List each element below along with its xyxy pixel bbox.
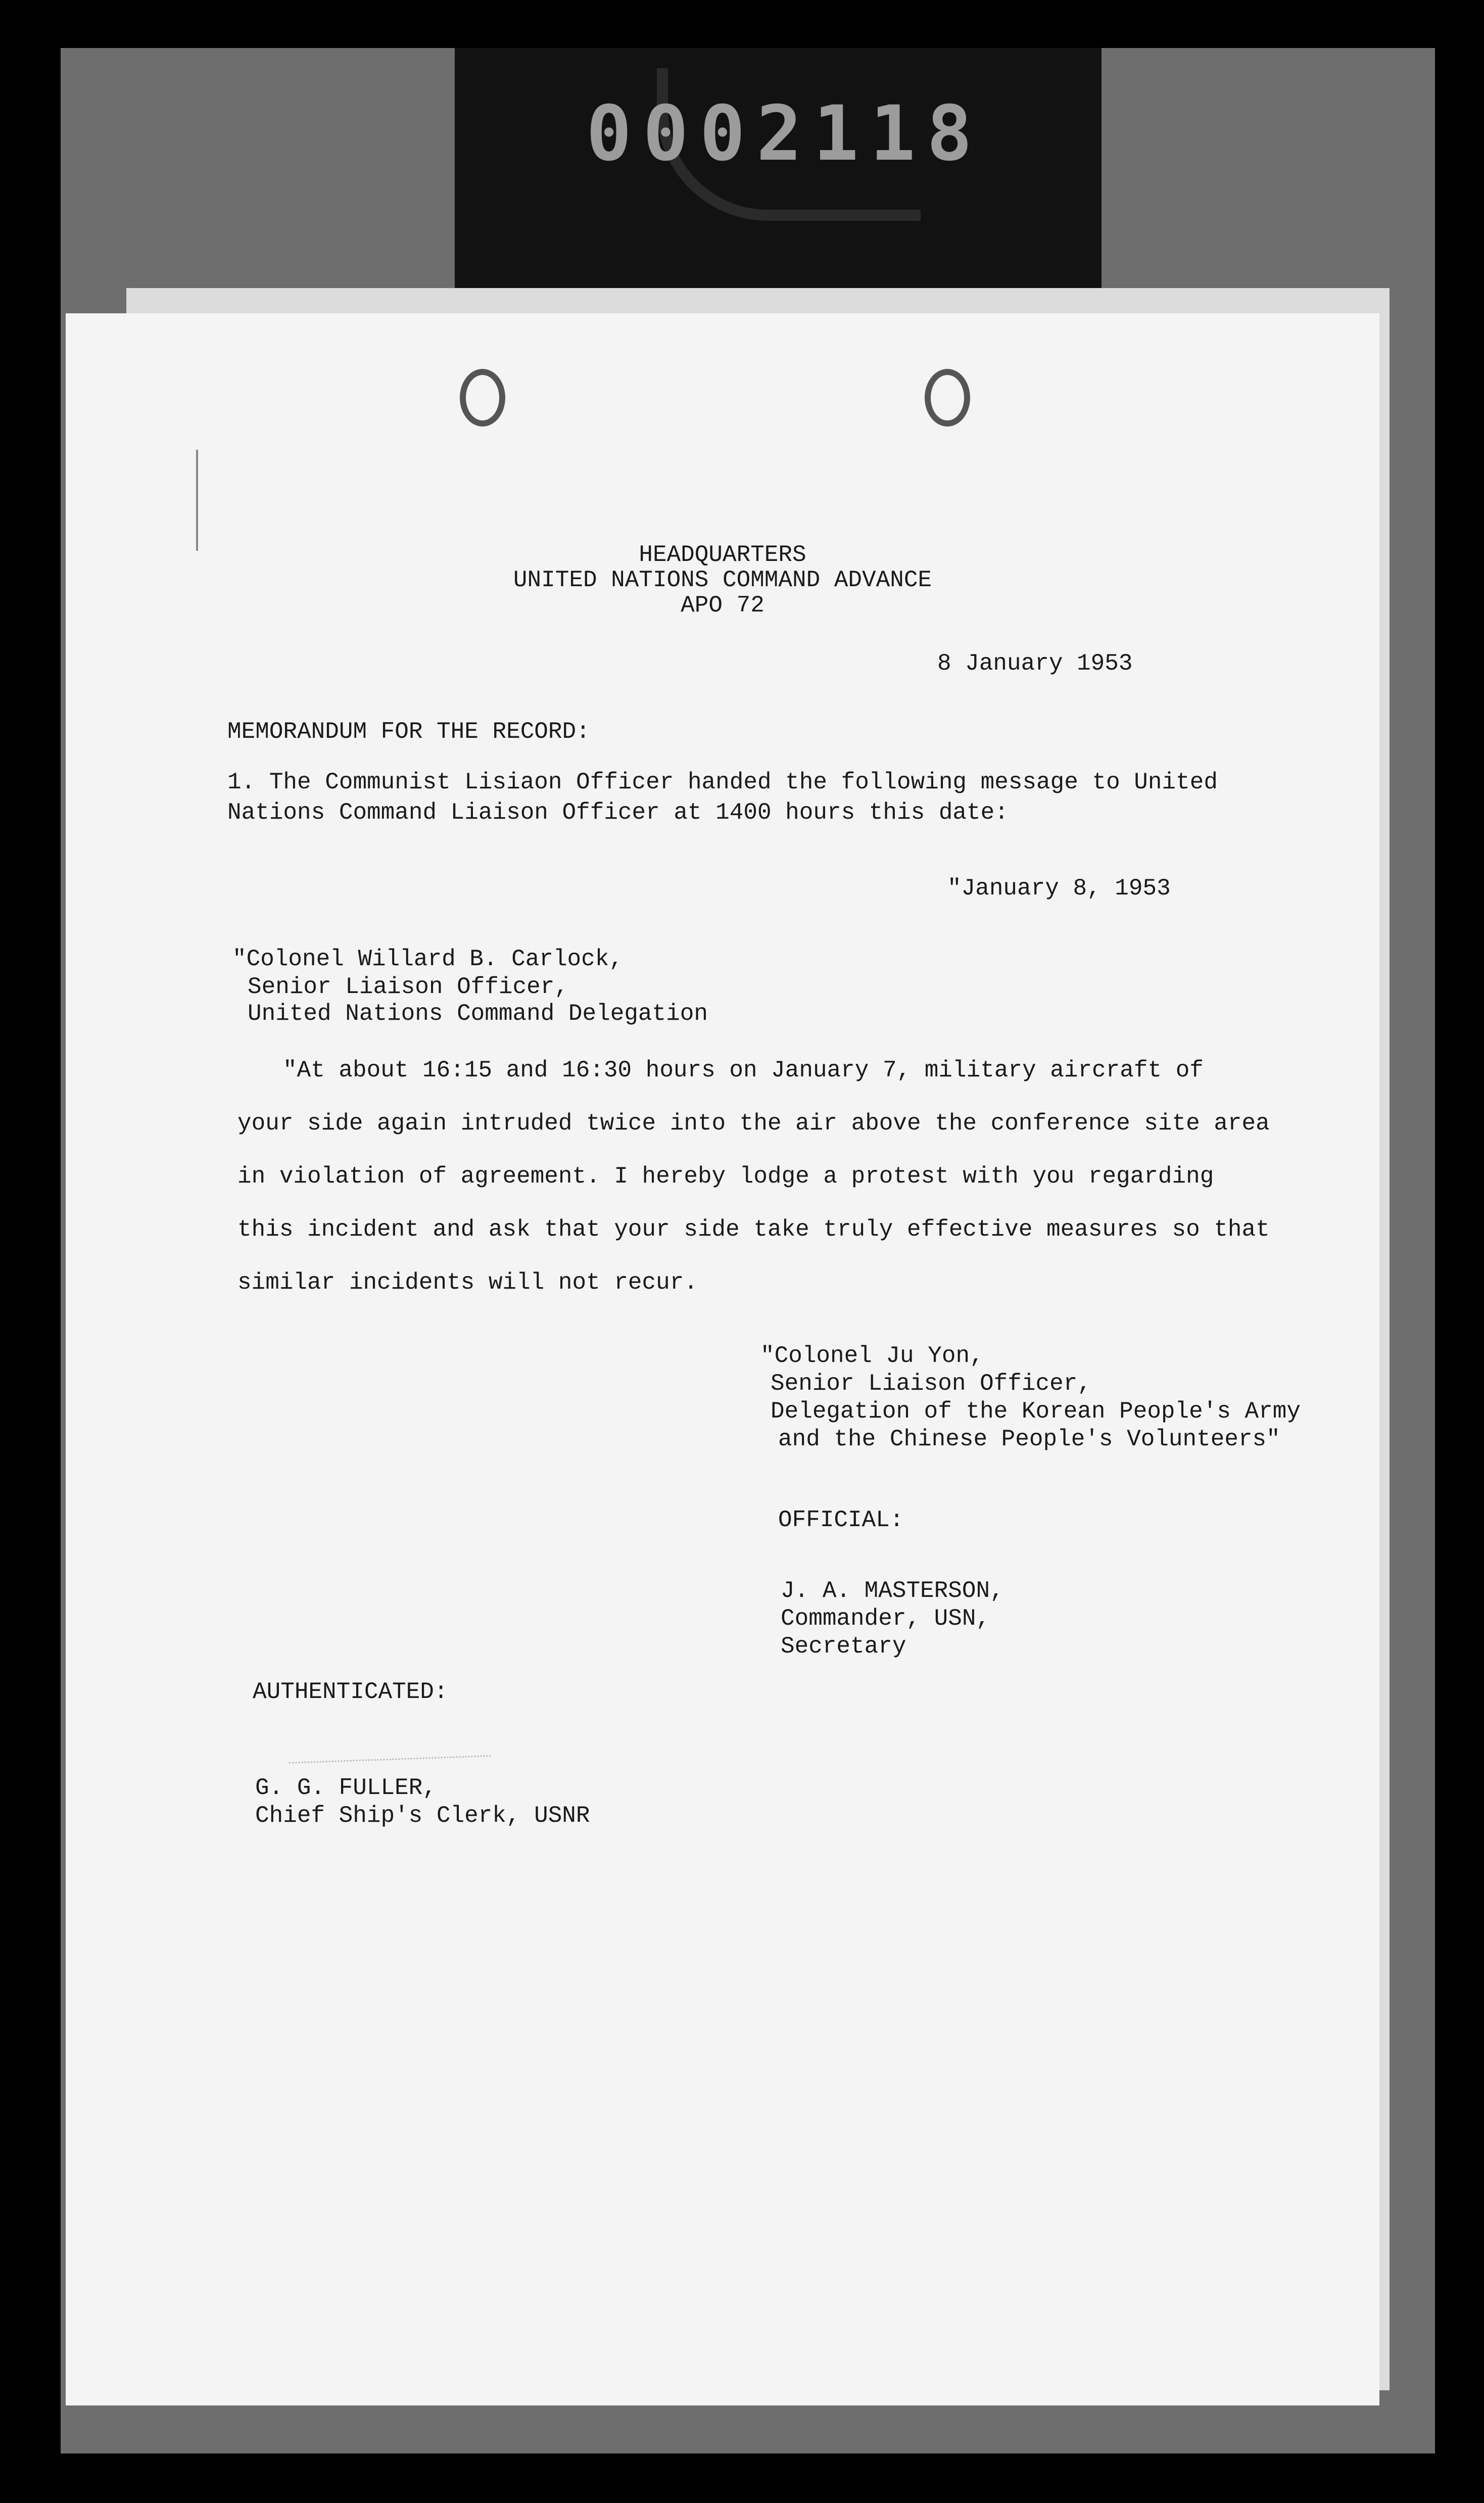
authenticated-label: AUTHENTICATED:	[253, 1679, 448, 1705]
official-rank: Commander, USN,	[781, 1605, 990, 1632]
authenticated-name: G. G. FULLER,	[255, 1775, 437, 1801]
handwritten-signature	[287, 1710, 491, 1764]
message-body-line-2: your side again intruded twice into the air above the conference site area	[237, 1110, 1270, 1137]
paragraph-1-line-1: 1. The Communist Lisiaon Officer handed the following message to United	[227, 769, 1218, 795]
authenticated-title: Chief Ship's Clerk, USNR	[255, 1803, 590, 1829]
sender-line-2: Senior Liaison Officer,	[771, 1371, 1091, 1397]
heading-line-3: APO 72	[681, 592, 764, 619]
official-title: Secretary	[781, 1633, 906, 1660]
addressee-line-1: "Colonel Willard B. Carlock,	[232, 946, 623, 972]
official-label: OFFICIAL:	[778, 1507, 904, 1533]
heading-line-1: HEADQUARTERS	[639, 542, 806, 568]
sender-line-3: Delegation of the Korean People's Army	[771, 1398, 1301, 1425]
message-body-line-4: this incident and ask that your side take truly effective measures so that	[237, 1216, 1270, 1243]
paragraph-1-line-2: Nations Command Liaison Officer at 1400 hours this date:	[227, 799, 1009, 826]
official-name: J. A. MASTERSON,	[781, 1578, 1004, 1604]
sender-line-1: "Colonel Ju Yon,	[760, 1343, 984, 1369]
heading-line-2: UNITED NATIONS COMMAND ADVANCE	[513, 567, 932, 593]
message-body-line-3: in violation of agreement. I hereby lodge a protest with you regarding	[237, 1163, 1214, 1190]
message-body-line-1: "At about 16:15 and 16:30 hours on January 7, military aircraft of	[283, 1057, 1204, 1083]
memorandum	[66, 313, 1379, 2405]
message-date: "January 8, 1953	[947, 875, 1171, 902]
addressee-line-3: United Nations Command Delegation	[248, 1001, 708, 1027]
counter-digits: 0002118	[586, 90, 984, 178]
document-date: 8 January 1953	[937, 650, 1133, 677]
sender-line-4: and the Chinese People's Volunteers"	[778, 1426, 1280, 1452]
message-body-line-5: similar incidents will not recur.	[237, 1269, 698, 1296]
memo-title: MEMORANDUM FOR THE RECORD:	[227, 719, 590, 745]
addressee-line-2: Senior Liaison Officer,	[248, 974, 568, 1000]
